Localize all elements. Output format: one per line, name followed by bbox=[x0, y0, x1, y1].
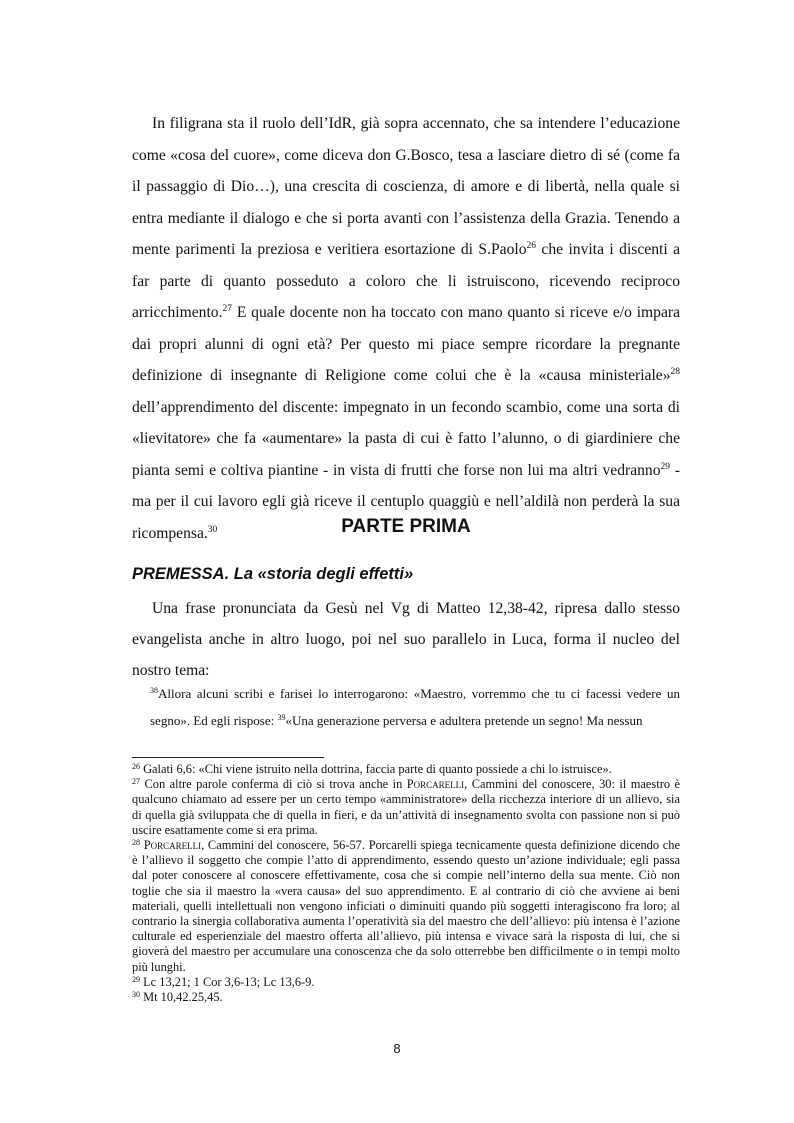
footnote-separator bbox=[132, 757, 324, 758]
footnote-29: $^{29}$ Lc 13,21; 1 Cor 3,6-13; Lc 13,6-9. bbox=[132, 974, 315, 989]
author-name: Porcarelli bbox=[143, 838, 202, 853]
footnotes bbox=[132, 762, 680, 1005]
part-title: PARTE PRIMA bbox=[341, 516, 471, 537]
footnote-27: $^{27}$ Con altre parole conferma di ciò si trova anche in Porcarelli, Cammini del conoscere, 30: il maestro è qualcuno chiamato ad essere per un certo tempo «amministratore» della ricchezza interiore di un allievo, sia di quella già sviluppata che di quella in fieri, e da un’attività di insegnamento svolta con passione non si può uscire esattamente come si era prima. bbox=[132, 777, 680, 837]
author-name: Porcarelli bbox=[406, 777, 465, 792]
intro-paragraph: Una frase pronunciata da Gesù nel Vg di Matteo 12,38-42, ripresa dallo stesso evangelista anche in altro luogo, poi nel suo parallelo in Luca, forma il nucleo del nostro tema: bbox=[132, 600, 680, 679]
footnote-ref-28[interactable]: 28 bbox=[670, 367, 680, 377]
body-paragraph: In filigrana sta il ruolo dell’IdR, già sopra accennato, che sa intendere l’educazione come «cosa del cuore», come diceva don G.Bosco, tesa a lasciare dietro di sé (come fa il passaggio di Dio…), una crescita di coscienza, di amore e di libertà, nella quale si entra mediante il dialogo e che si porta avanti con l’assistenza della Grazia. Tenendo a mente parimenti la preziosa e veritiera esortazione di S.Paolo$^{26}$ che invita i discenti a far parte di quanto posseduto a coloro che li istruiscono, ricevendo reciproco arricchimento.$^{27}$ E quale docente non ha toccato con mano quanto si riceve e/o impara dai propri alunni di ogni età? Per questo mi piace sempre ricordare la pregnante definizione di insegnante di Religione come colui che è la «causa ministeriale»$^{28}$ dell’apprendimento del discente: impegnato in un fecondo scambio, come una sorta di «lievitatore» che fa «aumentare» la pasta di cui è fatto l’alunno, o di giardiniere che pianta semi e coltiva piantine - in vista di frutti che forse non lui ma altri vedranno$^{29}$ - ma per il cui lavoro egli già riceve il centuplo quaggiù e nell’aldilà non perderà la sua ricompensa.$^{30}$ bbox=[132, 115, 680, 542]
section-title: PREMESSA. La «storia degli effetti» bbox=[132, 565, 414, 583]
footnote-30: $^{30}$ Mt 10,42.25,45. bbox=[132, 990, 223, 1005]
footnote-28: $^{28}$ Porcarelli, Cammini del conoscere, 56-57. Porcarelli spiega tecnicamente questa definizione dicendo che è l’allievo il soggetto che compie l’atto di apprendimento, essendo questo un’azione individuale; egli passa dal poter conoscere al conoscere effettivamente, cosa che si compie nell’interno della sua mente. Ciò non toglie che sia il maestro la «vera causa» del suo apprendimento. E al contrario di ciò che avviene ai beni materiali, quelli intellettuali non vengono inficiati o diminuiti quando più soggetti interagiscono fra loro; al contrario la sinergia collaborativa aumenta l’operatività sia del maestro che dell’allievo: più intensa è l’azione culturale ed esperienziale del maestro offerta all’allievo, più intensa e vivace sarà la risposta di lui, che si gioverà del maestro per accumulare una conoscenza che da solo otterrebbe ben difficilmente o in tempi molto più lunghi. bbox=[132, 838, 680, 974]
footnote-ref-30[interactable]: 30 bbox=[207, 524, 218, 535]
verse-number: 39 bbox=[277, 713, 286, 722]
body-text bbox=[132, 108, 680, 549]
footnote-ref-29[interactable]: 29 bbox=[660, 461, 671, 472]
scripture-quote: $^{38}$Allora alcuni scribi e farisei lo interrogarono: «Maestro, vorremmo che tu ci facessi vedere un segno». Ed egli rispose: $^{39}$«Una generazione perversa e adultera pretende un segno! Ma nessun bbox=[150, 686, 680, 728]
footnote-ref-26[interactable]: 26 bbox=[526, 241, 536, 251]
footnote-26: $^{26}$ Galati 6,6: «Chi viene istruito nella dottrina, faccia parte di quanto possiede a chi lo istruisce». bbox=[132, 762, 612, 776]
footnote-ref-27[interactable]: 27 bbox=[222, 304, 232, 314]
page-number: 8 bbox=[393, 1041, 401, 1056]
verse-number: 38 bbox=[150, 686, 158, 695]
